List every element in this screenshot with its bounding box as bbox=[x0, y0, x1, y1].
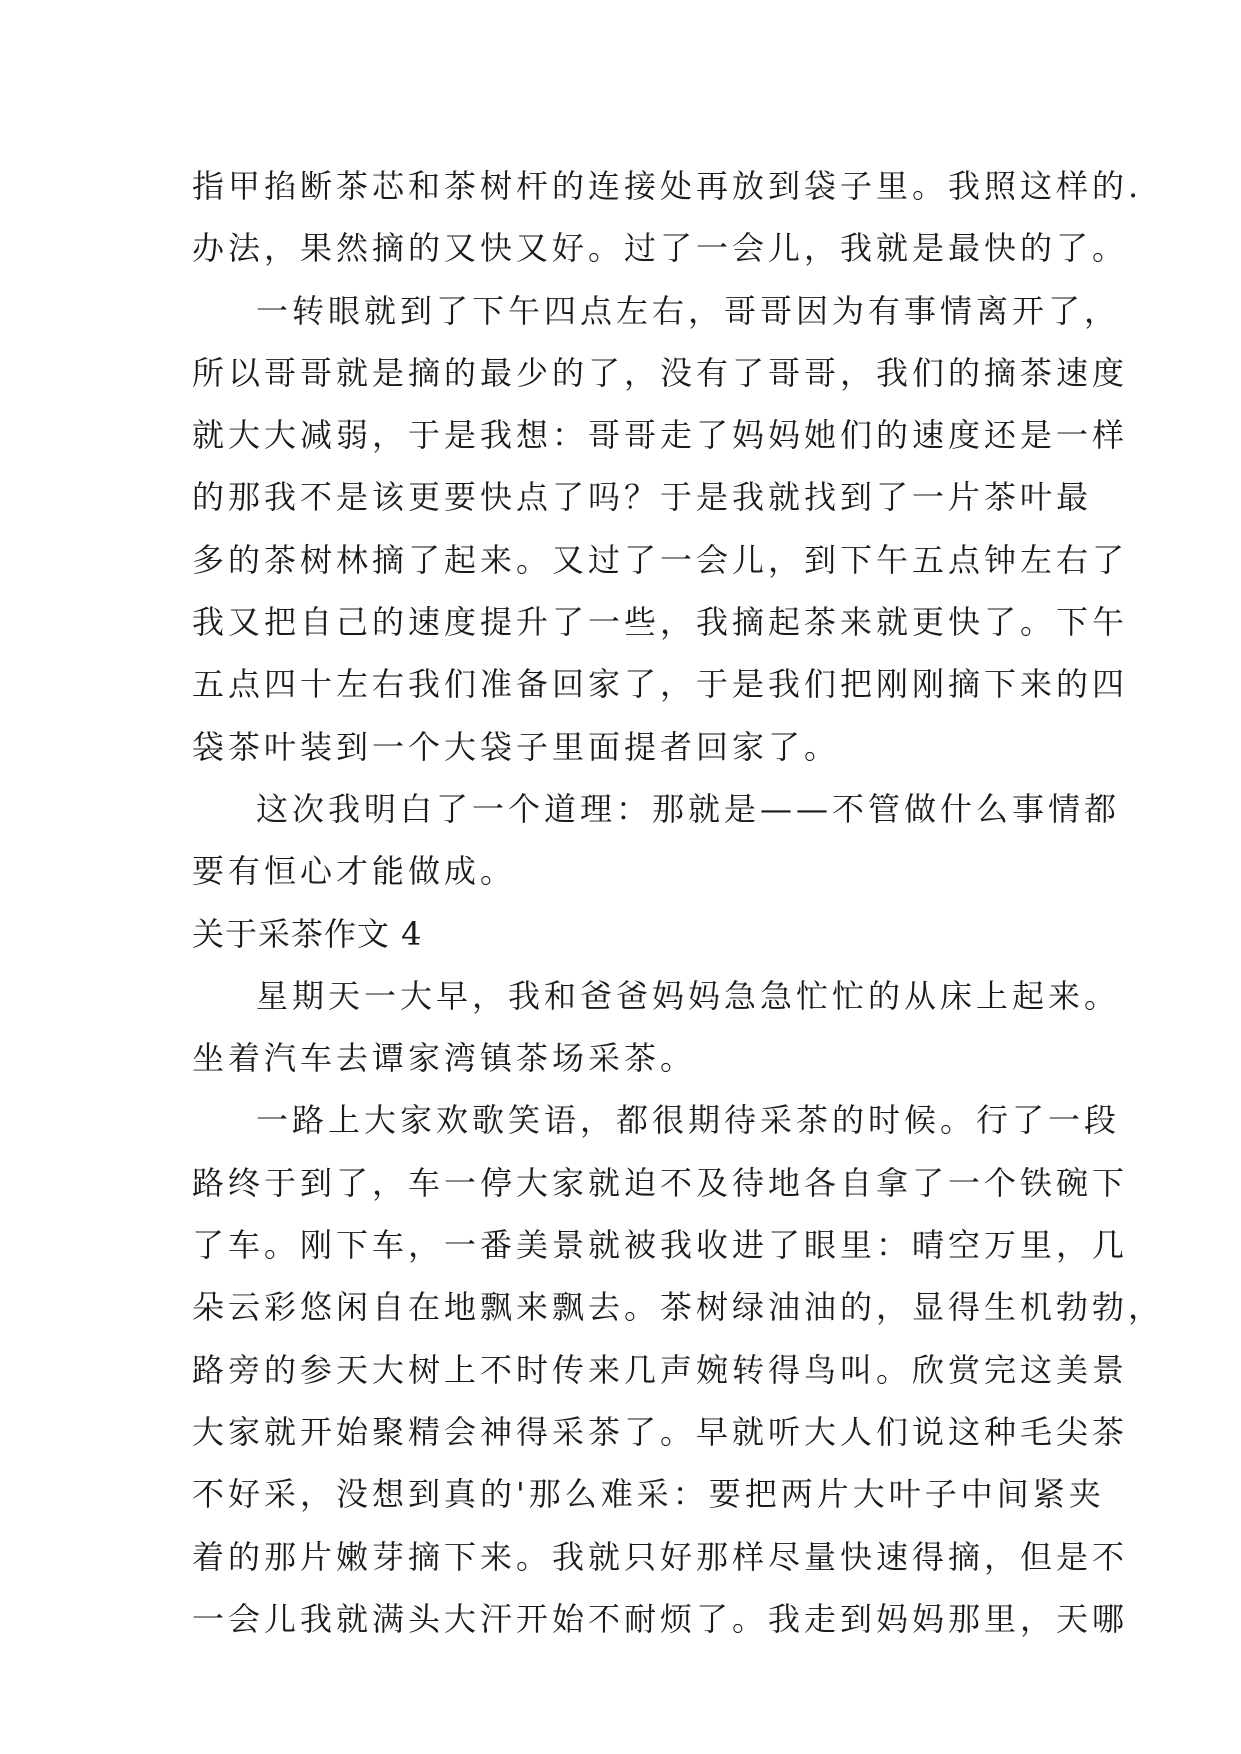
text-line: 指甲掐断茶芯和茶树杆的连接处再放到袋子里。我照这样的. bbox=[192, 167, 1143, 205]
text-line: 就大大减弱，于是我想：哥哥走了妈妈她们的速度还是一样 bbox=[192, 416, 1129, 455]
text-line: 着的那片嫩芽摘下来。我就只好那样尽量快速得摘，但是不 bbox=[192, 1537, 1129, 1576]
text-line: 要有恒心才能做成。 bbox=[192, 852, 517, 891]
text-line: 星期天一大早，我和爸爸妈妈急急忙忙的从床上起来。 bbox=[256, 976, 1121, 1015]
text-line: 的那我不是该更要快点了吗？于是我就找到了一片茶叶最 bbox=[192, 478, 1093, 517]
text-line: 坐着汽车去谭家湾镇茶场采茶。 bbox=[192, 1039, 697, 1078]
text-line: 了车。刚下车，一番美景就被我收进了眼里：晴空万里，几 bbox=[192, 1226, 1129, 1265]
essay-body bbox=[192, 155, 1165, 1650]
text-line: 不好采，没想到真的'那么难采：要把两片大叶子中间紧夹 bbox=[192, 1475, 1105, 1514]
text-line: 所以哥哥就是摘的最少的了，没有了哥哥，我们的摘茶速度 bbox=[192, 353, 1129, 392]
text-line: 大家就开始聚精会神得采茶了。早就听大人们说这种毛尖茶 bbox=[192, 1412, 1129, 1451]
text-line: 一会儿我就满头大汗开始不耐烦了。我走到妈妈那里，天哪 bbox=[192, 1599, 1129, 1638]
text-line: 袋茶叶装到一个大袋子里面提者回家了。 bbox=[192, 727, 841, 766]
text-line: 一路上大家欢歌笑语，都很期待采茶的时候。行了一段 bbox=[256, 1101, 1121, 1140]
text-line: 路终于到了，车一停大家就迫不及待地各自拿了一个铁碗下 bbox=[192, 1163, 1129, 1202]
text-line: 一转眼就到了下午四点左右，哥哥因为有事情离开了， bbox=[256, 291, 1121, 330]
text-line: 办法，果然摘的又快又好。过了一会儿，我就是最快的了。 bbox=[192, 229, 1129, 268]
section-heading: 关于采茶作文 4 bbox=[192, 914, 423, 953]
text-line: 我又把自己的速度提升了一些，我摘起茶来就更快了。下午 bbox=[192, 603, 1129, 642]
text-line: 五点四十左右我们准备回家了，于是我们把刚刚摘下来的四 bbox=[192, 665, 1129, 704]
text-line: 路旁的参天大树上不时传来几声婉转得鸟叫。欣赏完这美景 bbox=[192, 1350, 1129, 1389]
text-line: 多的茶树林摘了起来。又过了一会儿，到下午五点钟左右了 bbox=[192, 540, 1129, 579]
text-line: 朵云彩悠闲自在地飘来飘去。茶树绿油油的，显得生机勃勃， bbox=[192, 1288, 1165, 1327]
text-line: 这次我明白了一个道理：那就是——不管做什么事情都 bbox=[256, 789, 1121, 828]
